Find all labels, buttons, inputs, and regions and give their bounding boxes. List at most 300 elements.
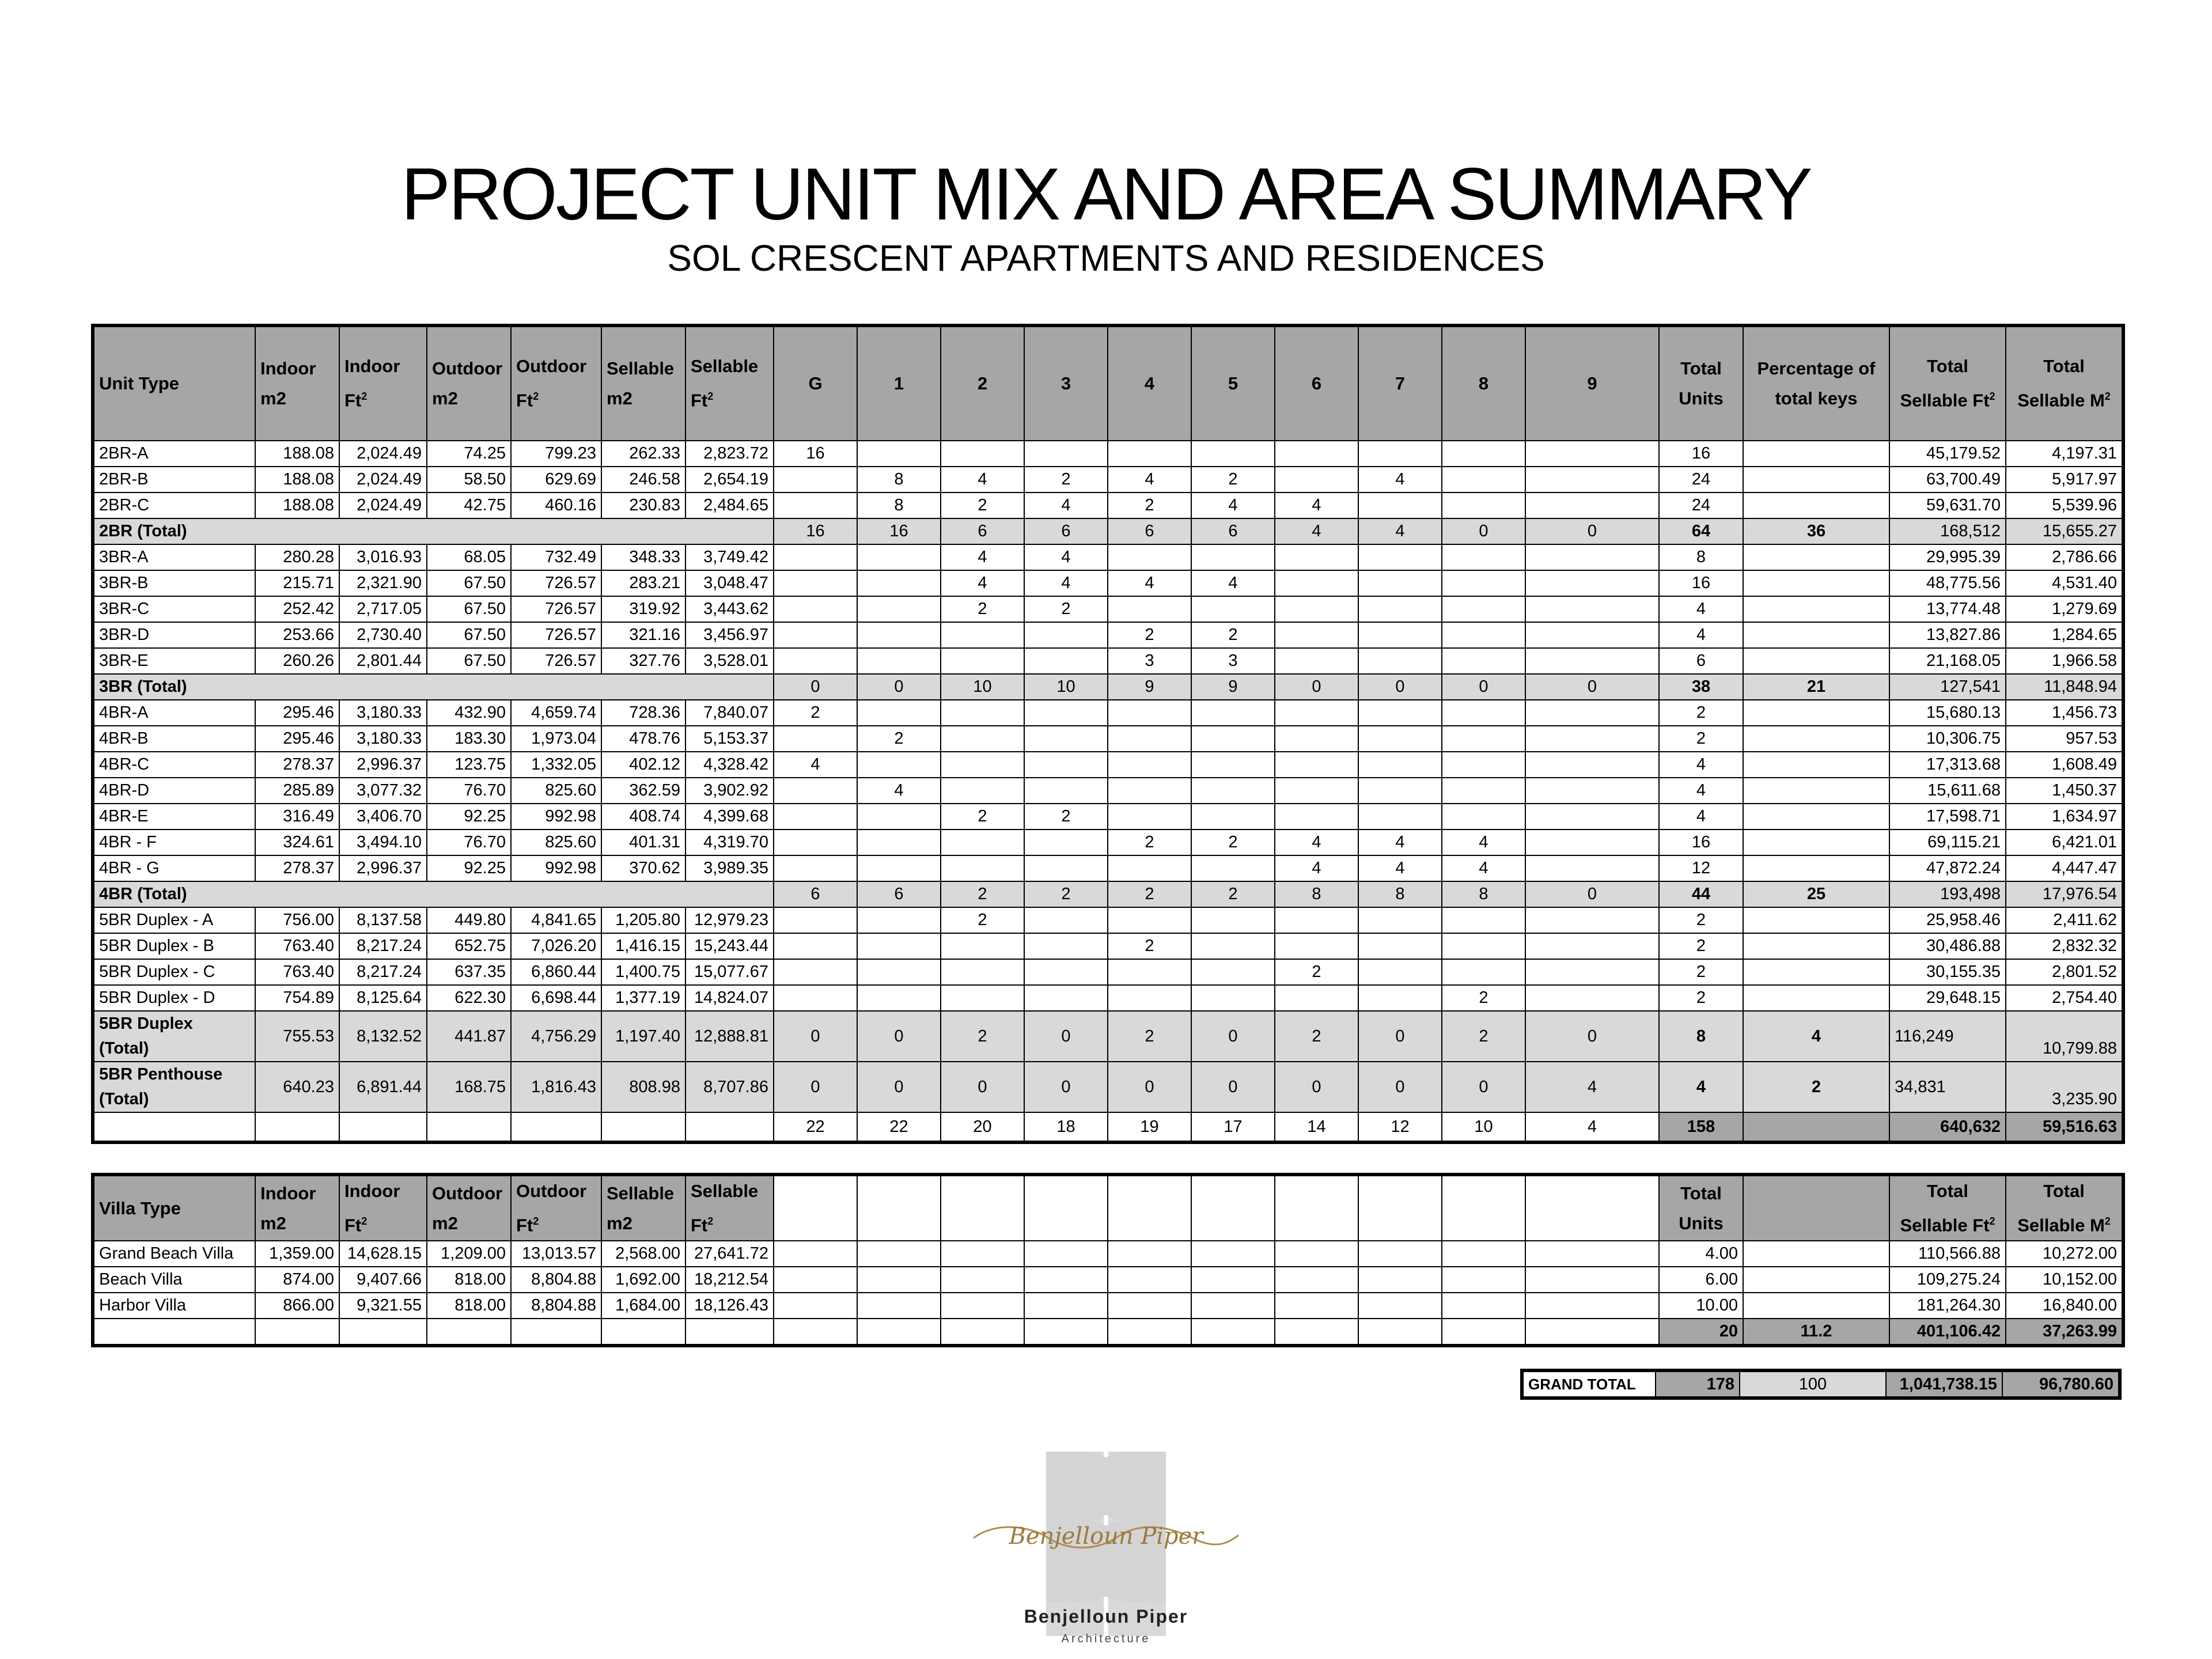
- empty-cell: [941, 1267, 1024, 1293]
- floor-count-cell: 3: [1191, 648, 1275, 674]
- floor-count-cell: [1358, 596, 1442, 622]
- floor-count-cell: 4: [1275, 518, 1358, 544]
- unit-type-cell: 3BR-D: [93, 622, 255, 648]
- area-cell: 4,841.65: [511, 907, 601, 933]
- area-cell: 15,077.67: [685, 959, 774, 985]
- floor-count-cell: [1442, 441, 1525, 467]
- table-row: [93, 830, 2123, 855]
- header-floor: 2: [941, 325, 1024, 441]
- floor-count-cell: 4: [1191, 570, 1275, 596]
- area-cell: 2,654.19: [685, 467, 774, 493]
- floor-sum-row: [93, 1112, 2123, 1142]
- empty-cell: [255, 1112, 339, 1142]
- total-sellable-m2-cell: 11,848.94: [2006, 674, 2123, 700]
- floor-count-cell: [1525, 778, 1659, 804]
- floor-count-cell: 2: [1108, 933, 1191, 959]
- total-units-cell: 6.00: [1659, 1267, 1743, 1293]
- area-cell: 6,860.44: [511, 959, 601, 985]
- floor-count-cell: 2: [1191, 467, 1275, 493]
- empty-cell: [1108, 1241, 1191, 1267]
- area-cell: 42.75: [427, 493, 511, 518]
- floor-count-cell: [1358, 752, 1442, 778]
- area-cell: 1,816.43: [511, 1062, 601, 1112]
- area-cell: 622.30: [427, 985, 511, 1011]
- floor-count-cell: [1191, 933, 1275, 959]
- area-cell: 8,804.88: [511, 1267, 601, 1293]
- area-cell: 8,125.64: [339, 985, 427, 1011]
- area-cell: 27,641.72: [685, 1241, 774, 1267]
- total-sellable-ft2-cell: 48,775.56: [1889, 570, 2006, 596]
- unit-type-cell: 4BR - F: [93, 830, 255, 855]
- floor-count-cell: 8: [857, 467, 941, 493]
- area-cell: 4,319.70: [685, 830, 774, 855]
- total-sellable-m2-cell: 10,152.00: [2006, 1267, 2123, 1293]
- total-sellable-ft2-cell: 13,827.86: [1889, 622, 2006, 648]
- total-units-cell: 8: [1659, 1011, 1743, 1062]
- empty-cell: [1275, 1267, 1358, 1293]
- empty-cell: [1358, 1241, 1442, 1267]
- unit-mix-table: [91, 324, 2125, 1144]
- total-sellable-ft2-cell: 15,680.13: [1889, 700, 2006, 726]
- floor-count-cell: [1191, 985, 1275, 1011]
- floor-sum-cell: 12: [1358, 1112, 1442, 1142]
- total-units-cell: 4: [1659, 1062, 1743, 1112]
- floor-count-cell: 4: [1358, 830, 1442, 855]
- floor-count-cell: 4: [1108, 467, 1191, 493]
- total-sellable-ft2-cell: 17,598.71: [1889, 804, 2006, 830]
- total-sellable-m2-cell: 2,801.52: [2006, 959, 2123, 985]
- floor-count-cell: [1442, 648, 1525, 674]
- floor-count-cell: [1525, 570, 1659, 596]
- floor-count-cell: 6: [1024, 518, 1108, 544]
- area-cell: 3,016.93: [339, 544, 427, 570]
- floor-count-cell: [1358, 622, 1442, 648]
- pct-keys-cell: [1743, 907, 1889, 933]
- floor-count-cell: [1442, 544, 1525, 570]
- area-cell: 1,377.19: [601, 985, 685, 1011]
- grand-total-sellable-ft2: 1,041,738.15: [1886, 1370, 2002, 1398]
- floor-count-cell: 2: [1108, 881, 1191, 907]
- floor-count-cell: [1275, 778, 1358, 804]
- table-row: [93, 570, 2123, 596]
- unit-type-cell: 3BR-A: [93, 544, 255, 570]
- floor-count-cell: [941, 648, 1024, 674]
- floor-count-cell: 4: [1024, 544, 1108, 570]
- floor-count-cell: 4: [857, 778, 941, 804]
- pct-keys-cell: 21: [1743, 674, 1889, 700]
- area-cell: 2,996.37: [339, 855, 427, 881]
- area-cell: 4,399.68: [685, 804, 774, 830]
- area-cell: 123.75: [427, 752, 511, 778]
- total-sellable-ft2-cell: 181,264.30: [1889, 1293, 2006, 1319]
- area-cell: 652.75: [427, 933, 511, 959]
- area-cell: 756.00: [255, 907, 339, 933]
- area-cell: 3,902.92: [685, 778, 774, 804]
- empty-cell: [1525, 1293, 1659, 1319]
- floor-count-cell: [1024, 778, 1108, 804]
- empty-cell: [774, 1241, 857, 1267]
- floor-count-cell: [1024, 752, 1108, 778]
- total-sellable-ft2-cell: 34,831: [1889, 1062, 2006, 1112]
- empty-cell: [1525, 1319, 1659, 1346]
- floor-count-cell: 2: [1191, 830, 1275, 855]
- villa-sum-row: [93, 1319, 2123, 1346]
- area-cell: 2,730.40: [339, 622, 427, 648]
- unit-type-cell: 4BR-D: [93, 778, 255, 804]
- header-unit-type: Unit Type: [93, 325, 255, 441]
- floor-count-cell: 0: [1275, 1062, 1358, 1112]
- area-cell: 246.58: [601, 467, 685, 493]
- floor-count-cell: 4: [1275, 830, 1358, 855]
- floor-count-cell: [1024, 933, 1108, 959]
- empty-cell: [427, 1112, 511, 1142]
- floor-count-cell: [857, 596, 941, 622]
- total-sellable-ft2-cell: 13,774.48: [1889, 596, 2006, 622]
- empty-cell: [1743, 1267, 1889, 1293]
- area-cell: 4,659.74: [511, 700, 601, 726]
- pct-keys-cell: [1743, 648, 1889, 674]
- area-cell: 1,197.40: [601, 1011, 685, 1062]
- total-sellable-m2-cell: 1,456.73: [2006, 700, 2123, 726]
- floor-count-cell: [1275, 907, 1358, 933]
- area-cell: 76.70: [427, 830, 511, 855]
- floor-count-cell: [1024, 648, 1108, 674]
- area-cell: 7,026.20: [511, 933, 601, 959]
- floor-count-cell: [1358, 933, 1442, 959]
- floor-count-cell: [1358, 959, 1442, 985]
- table-row: [93, 544, 2123, 570]
- sum-sellable-m2-cell: 59,516.63: [2006, 1112, 2123, 1142]
- empty-cell: [941, 1319, 1024, 1346]
- floor-count-cell: [1525, 933, 1659, 959]
- area-cell: 2,568.00: [601, 1241, 685, 1267]
- pct-keys-cell: [1743, 700, 1889, 726]
- sum-sellable-ft2-cell: 640,632: [1889, 1112, 2006, 1142]
- floor-count-cell: [1442, 752, 1525, 778]
- floor-count-cell: 6: [1108, 518, 1191, 544]
- floor-count-cell: [1442, 570, 1525, 596]
- grand-total-sellable-m2: 96,780.60: [2002, 1370, 2120, 1398]
- floor-count-cell: 0: [857, 1011, 941, 1062]
- empty-cell: [427, 1319, 511, 1346]
- empty-cell: [857, 1267, 941, 1293]
- header-total-sellable-ft2: Total Sellable Ft$^2$: [1889, 1175, 2006, 1241]
- area-cell: 370.62: [601, 855, 685, 881]
- area-cell: 3,077.32: [339, 778, 427, 804]
- area-cell: 2,321.90: [339, 570, 427, 596]
- floor-count-cell: [857, 622, 941, 648]
- floor-count-cell: 2: [1442, 1011, 1525, 1062]
- area-cell: 280.28: [255, 544, 339, 570]
- area-cell: 1,400.75: [601, 959, 685, 985]
- floor-count-cell: [774, 622, 857, 648]
- empty-cell: [1442, 1267, 1525, 1293]
- total-sellable-ft2-cell: 127,541: [1889, 674, 2006, 700]
- floor-sum-cell: 20: [941, 1112, 1024, 1142]
- area-cell: 188.08: [255, 467, 339, 493]
- area-cell: 637.35: [427, 959, 511, 985]
- area-cell: 8,217.24: [339, 959, 427, 985]
- unit-type-cell: 4BR-E: [93, 804, 255, 830]
- floor-count-cell: [1191, 778, 1275, 804]
- total-units-cell: 38: [1659, 674, 1743, 700]
- floor-count-cell: [1108, 441, 1191, 467]
- floor-count-cell: [1525, 622, 1659, 648]
- area-cell: 14,824.07: [685, 985, 774, 1011]
- pct-keys-cell: [1743, 493, 1889, 518]
- floor-count-cell: [1191, 596, 1275, 622]
- floor-count-cell: [857, 700, 941, 726]
- empty-cell: [1108, 1267, 1191, 1293]
- total-sellable-m2-cell: 2,754.40: [2006, 985, 2123, 1011]
- area-cell: 763.40: [255, 959, 339, 985]
- floor-count-cell: 0: [774, 1011, 857, 1062]
- unit-type-cell: 3BR-B: [93, 570, 255, 596]
- floor-count-cell: 4: [1525, 1062, 1659, 1112]
- total-units-cell: 4: [1659, 622, 1743, 648]
- area-cell: 324.61: [255, 830, 339, 855]
- total-sellable-ft2-cell: 109,275.24: [1889, 1267, 2006, 1293]
- empty-cell: [1743, 1112, 1889, 1142]
- floor-count-cell: 10: [941, 674, 1024, 700]
- floor-count-cell: 0: [774, 1062, 857, 1112]
- floor-count-cell: [941, 959, 1024, 985]
- area-cell: 1,205.80: [601, 907, 685, 933]
- header-pct-keys: Percentage of total keys: [1743, 325, 1889, 441]
- floor-count-cell: [1358, 726, 1442, 752]
- area-cell: 402.12: [601, 752, 685, 778]
- floor-sum-cell: 4: [1525, 1112, 1659, 1142]
- floor-count-cell: [1191, 855, 1275, 881]
- floor-count-cell: [857, 985, 941, 1011]
- floor-count-cell: [1442, 596, 1525, 622]
- area-cell: 732.49: [511, 544, 601, 570]
- pct-keys-cell: 25: [1743, 881, 1889, 907]
- floor-count-cell: 0: [1024, 1011, 1108, 1062]
- floor-count-cell: 0: [1525, 674, 1659, 700]
- area-cell: 818.00: [427, 1293, 511, 1319]
- floor-count-cell: [1108, 544, 1191, 570]
- floor-count-cell: [857, 959, 941, 985]
- table-row: [93, 959, 2123, 985]
- floor-count-cell: 4: [1358, 467, 1442, 493]
- total-sellable-m2-cell: 10,272.00: [2006, 1241, 2123, 1267]
- floor-count-cell: [857, 830, 941, 855]
- floor-count-cell: 9: [1108, 674, 1191, 700]
- header-sellable-ft2: Sellable Ft$^2$: [685, 1175, 774, 1241]
- area-cell: 253.66: [255, 622, 339, 648]
- floor-count-cell: [1024, 700, 1108, 726]
- floor-count-cell: [1525, 855, 1659, 881]
- area-cell: 260.26: [255, 648, 339, 674]
- floor-count-cell: 2: [857, 726, 941, 752]
- header-floor: 8: [1442, 325, 1525, 441]
- table-row: [93, 648, 2123, 674]
- floor-count-cell: 4: [1024, 493, 1108, 518]
- unit-type-cell: 2BR-A: [93, 441, 255, 467]
- floor-count-cell: [1191, 544, 1275, 570]
- villa-type-cell: Grand Beach Villa: [93, 1241, 255, 1267]
- area-cell: 278.37: [255, 752, 339, 778]
- area-cell: 449.80: [427, 907, 511, 933]
- pct-keys-cell: [1743, 830, 1889, 855]
- floor-count-cell: 4: [1442, 830, 1525, 855]
- floor-count-cell: 0: [1442, 518, 1525, 544]
- empty-cell: [1275, 1293, 1358, 1319]
- area-cell: 8,804.88: [511, 1293, 601, 1319]
- empty-cell: [1191, 1319, 1275, 1346]
- floor-count-cell: [1442, 959, 1525, 985]
- total-units-cell: 16: [1659, 570, 1743, 596]
- empty-cell: [601, 1112, 685, 1142]
- total-units-cell: 4: [1659, 778, 1743, 804]
- area-cell: 68.05: [427, 544, 511, 570]
- floor-count-cell: [1358, 700, 1442, 726]
- empty-cell: [941, 1241, 1024, 1267]
- area-cell: 74.25: [427, 441, 511, 467]
- empty-cell: [255, 1319, 339, 1346]
- floor-count-cell: [1525, 830, 1659, 855]
- floor-count-cell: 2: [1024, 804, 1108, 830]
- floor-count-cell: 8: [857, 493, 941, 518]
- floor-count-cell: [774, 570, 857, 596]
- area-cell: 754.89: [255, 985, 339, 1011]
- area-cell: 67.50: [427, 570, 511, 596]
- floor-count-cell: [1275, 804, 1358, 830]
- pct-keys-cell: [1743, 752, 1889, 778]
- pct-keys-cell: 4: [1743, 1011, 1889, 1062]
- floor-count-cell: 2: [1108, 493, 1191, 518]
- floor-count-cell: [774, 467, 857, 493]
- area-cell: 67.50: [427, 622, 511, 648]
- villa-row: [93, 1293, 2123, 1319]
- total-sellable-m2-cell: 1,284.65: [2006, 622, 2123, 648]
- area-cell: 3,749.42: [685, 544, 774, 570]
- floor-count-cell: [857, 907, 941, 933]
- floor-count-cell: [1358, 441, 1442, 467]
- floor-count-cell: [941, 622, 1024, 648]
- floor-count-cell: 2: [1275, 1011, 1358, 1062]
- floor-count-cell: [1108, 700, 1191, 726]
- total-sellable-ft2-cell: 15,611.68: [1889, 778, 2006, 804]
- total-sellable-ft2-cell: 168,512: [1889, 518, 2006, 544]
- pct-keys-cell: [1743, 441, 1889, 467]
- floor-count-cell: [941, 441, 1024, 467]
- table-row: [93, 778, 2123, 804]
- area-cell: 319.92: [601, 596, 685, 622]
- area-cell: 18,212.54: [685, 1267, 774, 1293]
- area-cell: 799.23: [511, 441, 601, 467]
- empty-cell: [93, 1112, 255, 1142]
- area-cell: 728.36: [601, 700, 685, 726]
- floor-count-cell: [774, 648, 857, 674]
- unit-type-cell: 4BR-A: [93, 700, 255, 726]
- area-cell: 1,692.00: [601, 1267, 685, 1293]
- area-cell: 316.49: [255, 804, 339, 830]
- area-cell: 460.16: [511, 493, 601, 518]
- total-sellable-m2-cell: 1,608.49: [2006, 752, 2123, 778]
- area-cell: 3,443.62: [685, 596, 774, 622]
- empty-cell: [1191, 1241, 1275, 1267]
- floor-count-cell: [857, 804, 941, 830]
- total-units-cell: 4.00: [1659, 1241, 1743, 1267]
- header-total-sellable-ft2: Total Sellable Ft$^2$: [1889, 325, 2006, 441]
- floor-count-cell: [1108, 907, 1191, 933]
- villa-sum-pct-cell: 11.2: [1743, 1319, 1889, 1346]
- area-cell: 8,707.86: [685, 1062, 774, 1112]
- table-row: [93, 726, 2123, 752]
- header-floor: 5: [1191, 325, 1275, 441]
- floor-count-cell: [1191, 959, 1275, 985]
- unit-type-cell: 5BR Duplex - A: [93, 907, 255, 933]
- area-cell: 6,698.44: [511, 985, 601, 1011]
- floor-count-cell: [774, 985, 857, 1011]
- empty-cell: [339, 1319, 427, 1346]
- floor-count-cell: [1024, 441, 1108, 467]
- table-row: [93, 855, 2123, 881]
- total-sellable-m2-cell: 4,531.40: [2006, 570, 2123, 596]
- header-floor: 6: [1275, 325, 1358, 441]
- unit-type-cell: 4BR-C: [93, 752, 255, 778]
- area-cell: 67.50: [427, 648, 511, 674]
- floor-count-cell: 0: [941, 1062, 1024, 1112]
- table-row: [93, 804, 2123, 830]
- floor-count-cell: 4: [1024, 570, 1108, 596]
- area-cell: 1,332.05: [511, 752, 601, 778]
- header-indoor-m2: Indoor m2: [255, 1175, 339, 1241]
- total-sellable-ft2-cell: 29,995.39: [1889, 544, 2006, 570]
- total-sellable-m2-cell: 1,966.58: [2006, 648, 2123, 674]
- villa-sum-sellable-ft2-cell: 401,106.42: [1889, 1319, 2006, 1346]
- pct-keys-cell: [1743, 804, 1889, 830]
- header-outdoor-ft2: Outdoor Ft$^2$: [511, 1175, 601, 1241]
- area-cell: 8,217.24: [339, 933, 427, 959]
- floor-count-cell: [774, 855, 857, 881]
- total-sellable-m2-cell: 3,235.90: [2006, 1062, 2123, 1112]
- grand-total-pct: 100: [1740, 1370, 1886, 1398]
- floor-count-cell: [774, 778, 857, 804]
- total-sellable-m2-cell: 2,832.32: [2006, 933, 2123, 959]
- area-cell: 278.37: [255, 855, 339, 881]
- floor-count-cell: [941, 778, 1024, 804]
- floor-count-cell: [1024, 907, 1108, 933]
- page-subtitle: SOL CRESCENT APARTMENTS AND RESIDENCES: [667, 237, 1545, 279]
- floor-count-cell: 6: [1191, 518, 1275, 544]
- area-cell: 348.33: [601, 544, 685, 570]
- empty-cell: [339, 1112, 427, 1142]
- floor-sum-cell: 22: [774, 1112, 857, 1142]
- floor-count-cell: 0: [857, 674, 941, 700]
- floor-count-cell: 0: [1358, 674, 1442, 700]
- area-cell: 2,484.65: [685, 493, 774, 518]
- header-floor: G: [774, 325, 857, 441]
- empty-cell: [1108, 1293, 1191, 1319]
- area-cell: 215.71: [255, 570, 339, 596]
- floor-count-cell: 2: [1108, 830, 1191, 855]
- floor-count-cell: [1442, 804, 1525, 830]
- floor-count-cell: [1442, 467, 1525, 493]
- floor-count-cell: [1358, 493, 1442, 518]
- subtotal-label: 5BR Duplex (Total): [93, 1011, 255, 1062]
- floor-count-cell: 2: [1108, 1011, 1191, 1062]
- area-cell: 808.98: [601, 1062, 685, 1112]
- floor-count-cell: [1275, 544, 1358, 570]
- floor-count-cell: 4: [1191, 493, 1275, 518]
- floor-count-cell: 0: [1108, 1062, 1191, 1112]
- area-cell: 92.25: [427, 804, 511, 830]
- header-total-sellable-m2: Total Sellable $M^2$: [2006, 325, 2123, 441]
- pct-keys-cell: [1743, 726, 1889, 752]
